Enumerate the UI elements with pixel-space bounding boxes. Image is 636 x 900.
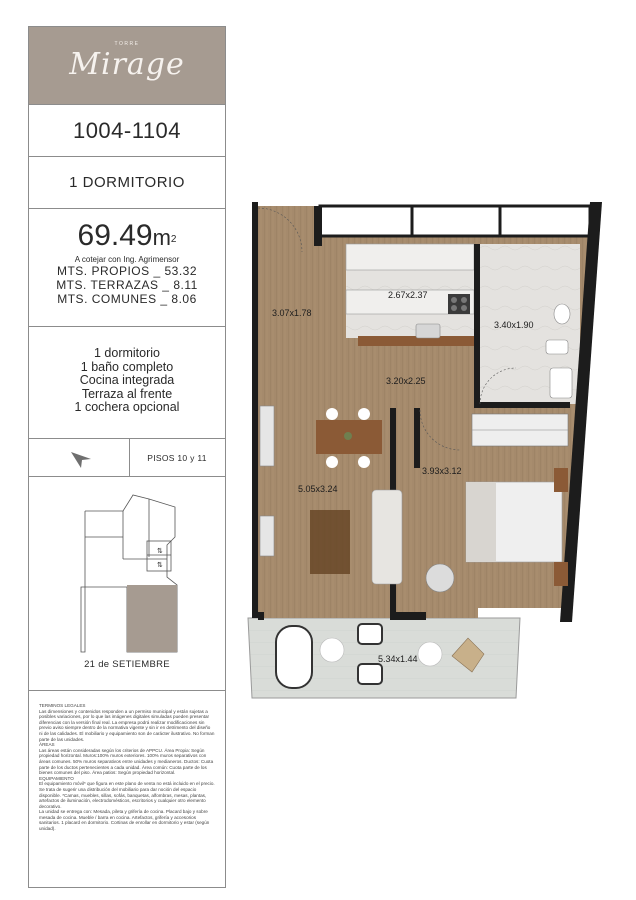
legal-text xyxy=(29,703,225,889)
floor-plan xyxy=(240,198,612,703)
room-label-terrace: 5.34x1.44 xyxy=(378,654,418,664)
floor-plan-drawing xyxy=(240,198,612,703)
svg-text:⇅: ⇅ xyxy=(157,547,163,555)
room-label-bedroom: 3.93x3.12 xyxy=(422,466,462,476)
svg-text:⇅: ⇅ xyxy=(157,561,163,569)
brand-logo: Mirage xyxy=(69,47,185,82)
areas-paragraph: Las áreas están consideradas según los criterios de APPCU. Área Propia: Según propiedad horizontal. Muros:100% muros exteriores. 100% muros separativos con áreas comunes. 50% muros separativos entre unidades y medianeros. Ductos: Cuota parte de los ductos pertenecientes a cada unidad. Área común: Cuota parte de los bienes comunes del piso. Área patios: Según propiedad horizontal. xyxy=(39,747,214,776)
area-section xyxy=(29,209,225,327)
equipment-heading: EQUIPAMIENTO xyxy=(39,775,74,781)
feature-item: 1 cochera opcional xyxy=(74,400,180,414)
feature-item: Terraza al frente xyxy=(81,386,173,401)
terrace-area: MTS. TERRAZAS _ 8.11 xyxy=(56,278,198,292)
unit-code: 1004-1104 xyxy=(29,105,225,157)
common-area: MTS. COMUNES _ 8.06 xyxy=(57,292,197,306)
room-label-entry: 3.07x1.78 xyxy=(272,308,312,318)
equipment-paragraph: El equipamiento móvil* que figura en este plano de venta no está incluido en el precio. Se trata de sugerir una distribución del mobiliario para dar noción del espacio disponible. *Camas, muebles, sillas, sofás, banquetas, alfombras, mesas, plantas, artefactos de iluminación, electrodomésticos, escritorios y cualquier otro elemento decorativo. xyxy=(39,781,215,809)
total-area-value: 69.49 xyxy=(77,219,153,252)
key-plan xyxy=(29,477,225,691)
floors-label: PISOS 10 y 11 xyxy=(147,452,207,463)
unit-highlight xyxy=(127,585,177,652)
info-panel xyxy=(28,26,226,888)
key-plan-drawing xyxy=(29,477,225,657)
features-list xyxy=(29,327,225,439)
street-name: 21 de SETIEMBRE xyxy=(84,659,170,670)
areas-heading: ÁREAS xyxy=(39,742,55,748)
area-superscript: 2 xyxy=(170,234,177,245)
delivery-paragraph: La unidad se entrega con: Mesada, pileta y grifería de cocina. Placard bajo y sobre mesada de cocina. Mueble / barra en cocina. Artefactos, grifería y accesorios sanitarios. 1 placard en dormitorio. Cortinas de enrollar en dormitorio y estar (según unidad). xyxy=(39,809,210,832)
total-area xyxy=(29,219,225,255)
area-note: A cotejar con Ing. Agrimensor xyxy=(74,255,180,264)
feature-item: 1 baño completo xyxy=(80,359,174,374)
legal-paragraph: Las dimensiones y contenidos responden a un permiso municipal y están sujetas a posibles variaciones, por lo que las imágenes digitales simuladas pueden presentar diferencias con la versión final real. La empresa podrá realizar modificaciones sin previo aviso siempre dentro de la normativa vigente y sin ir en detrimento del diseño ni de las calidades. El mobiliario y equipamiento son de carácter ilustrativo. No forman parte de las unidades. xyxy=(39,708,215,742)
room-label-living: 5.05x3.24 xyxy=(298,484,338,494)
own-area: MTS. PROPIOS _ 53.32 xyxy=(56,264,198,278)
north-arrow-box xyxy=(29,439,130,476)
legal-heading: TERMINOS LEGALES xyxy=(39,703,86,708)
room-label-hall: 3.20x2.25 xyxy=(386,376,426,386)
room-label-bath: 3.40x1.90 xyxy=(494,320,534,330)
orientation-row xyxy=(29,439,225,477)
brand-small-text: TORRE xyxy=(114,41,140,47)
brand-header xyxy=(29,27,225,105)
room-label-kitchen: 2.67x2.37 xyxy=(388,290,428,300)
unit-type: 1 DORMITORIO xyxy=(29,157,225,209)
area-unit: m xyxy=(152,225,171,250)
feature-item: Cocina integrada xyxy=(79,373,175,387)
north-arrow-icon xyxy=(29,439,129,476)
feature-item: 1 dormitorio xyxy=(94,346,160,360)
